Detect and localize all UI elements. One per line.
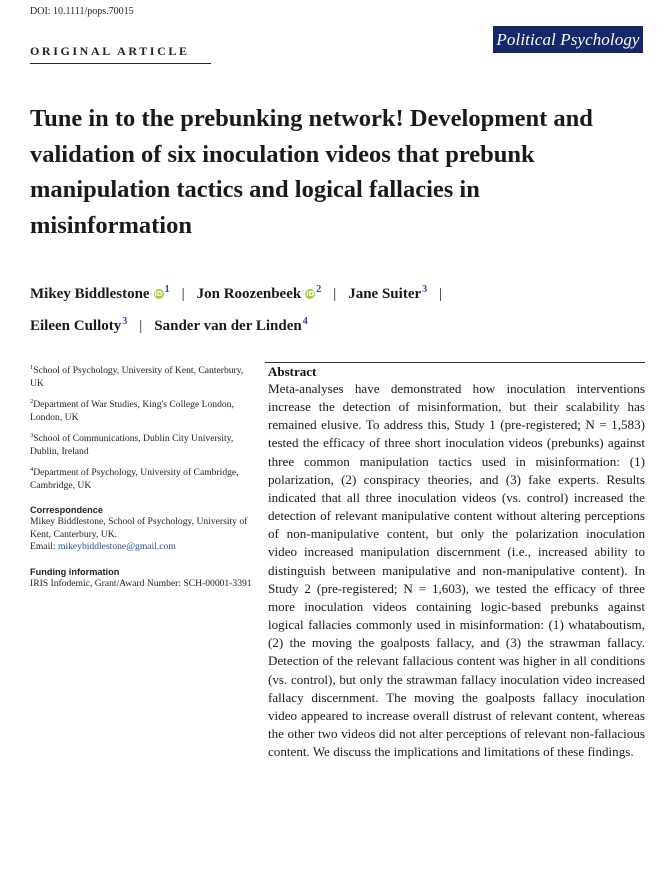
funding-text: IRIS Infodemic, Grant/Award Number: SCH-00001-3391 xyxy=(30,578,252,590)
funding-heading: Funding information xyxy=(30,566,120,577)
correspondence-text: Mikey Biddlestone, School of Psychology, University of Kent, Canterbury, UK. xyxy=(30,516,248,540)
affiliations-sidebar xyxy=(30,362,252,590)
affiliation: $^2$Department of War Studies, King's College London, London, UK xyxy=(30,398,234,423)
author-separator: | xyxy=(181,286,185,302)
author-van-der-linden[interactable]: Sander van der Linden$^4$ xyxy=(154,316,308,334)
author-affiliation-ref: 3 xyxy=(422,284,428,295)
affiliation: $^3$School of Communications, Dublin City University, Dublin, Ireland xyxy=(30,432,234,457)
author-separator: | xyxy=(139,318,143,334)
orcid-icon[interactable]: iD xyxy=(154,290,163,298)
article-type: ORIGINAL ARTICLE xyxy=(30,44,190,58)
email-link[interactable]: mikeybiddlestone@gmail.com xyxy=(57,541,176,553)
abstract-section xyxy=(268,364,645,761)
author-separator: | xyxy=(439,286,443,302)
paper-title: Tune in to the prebunking network! Development and validation of six inoculation videos that prebunk manipulation tactics and logical fallacies in misinformation xyxy=(30,105,593,239)
affiliation: $^1$School of Psychology, University of Kent, Canterbury, UK xyxy=(30,364,244,389)
author-suiter[interactable]: Jane Suiter$^3$ xyxy=(348,284,428,302)
affiliation: $^4$Department of Psychology, University of Cambridge, Cambridge, UK xyxy=(30,466,239,491)
author-affiliation-ref: 3 xyxy=(122,316,128,327)
correspondence-email: Email: mikeybiddlestone@gmail.com xyxy=(30,541,176,553)
correspondence-heading: Correspondence xyxy=(30,505,104,515)
abstract-rule xyxy=(265,362,645,363)
author-list xyxy=(30,276,630,340)
abstract-body: Meta-analyses have demonstrated how inoculation interventions increase the detection of misinformation, but their scalability has remained elusive. To address this, Study 1 (pre-registered; N = 1,583) tested the efficacy of three short inoculation videos (prebunks) against three common manipulation tactics used in misinformation: (1) polarization, (2) conspiracy theories, and (3) fake experts. Results indicated that all three inoculation videos (vs. control) increased the detection of relevant manipulative content without altering perceptions of non-manipulative content, but only the polarization inoculation video increased manipulation discernment (i.e., increased ability to distinguish between manipulative and non-manipulative content). In Study 2 (pre-registered; N = 1,603), we tested the efficacy of three more inoculation videos containing logic-based prebunks against logical fallacies commonly used in misinformation: (1) whataboutism, (2) the moving the goalposts fallacy, and (3) the strawman fallacy. Detection of the relevant fallacious content was higher in all conditions (vs. control), but only the strawman fallacy inoculation video increased fallacy discernment. The moving the goalposts fallacy inoculation video appeared to increase overall distrust of relevant content, whereas the other two videos did not alter perceptions of relevant non-fallacious content. We discuss the implications and limitations of these findings. xyxy=(268,381,645,760)
author-affiliation-ref: 4 xyxy=(302,316,308,327)
author-roozenbeek[interactable]: Jon Roozenbeek iD $^2$ xyxy=(196,284,322,302)
journal-badge[interactable]: Political Psychology xyxy=(493,26,643,53)
doi: DOI: 10.1111/pops.70015 xyxy=(30,6,134,17)
orcid-icon[interactable]: iD xyxy=(306,290,315,298)
author-culloty[interactable]: Eileen Culloty$^3$ xyxy=(30,316,128,334)
author-affiliation-ref: 1 xyxy=(164,284,170,295)
author-separator: | xyxy=(333,286,337,302)
author-affiliation-ref: 2 xyxy=(316,284,322,295)
author-biddlestone[interactable]: Mikey Biddlestone iD $^1$ xyxy=(30,284,170,302)
article-type-rule xyxy=(30,63,211,64)
abstract-heading: Abstract xyxy=(268,364,317,379)
